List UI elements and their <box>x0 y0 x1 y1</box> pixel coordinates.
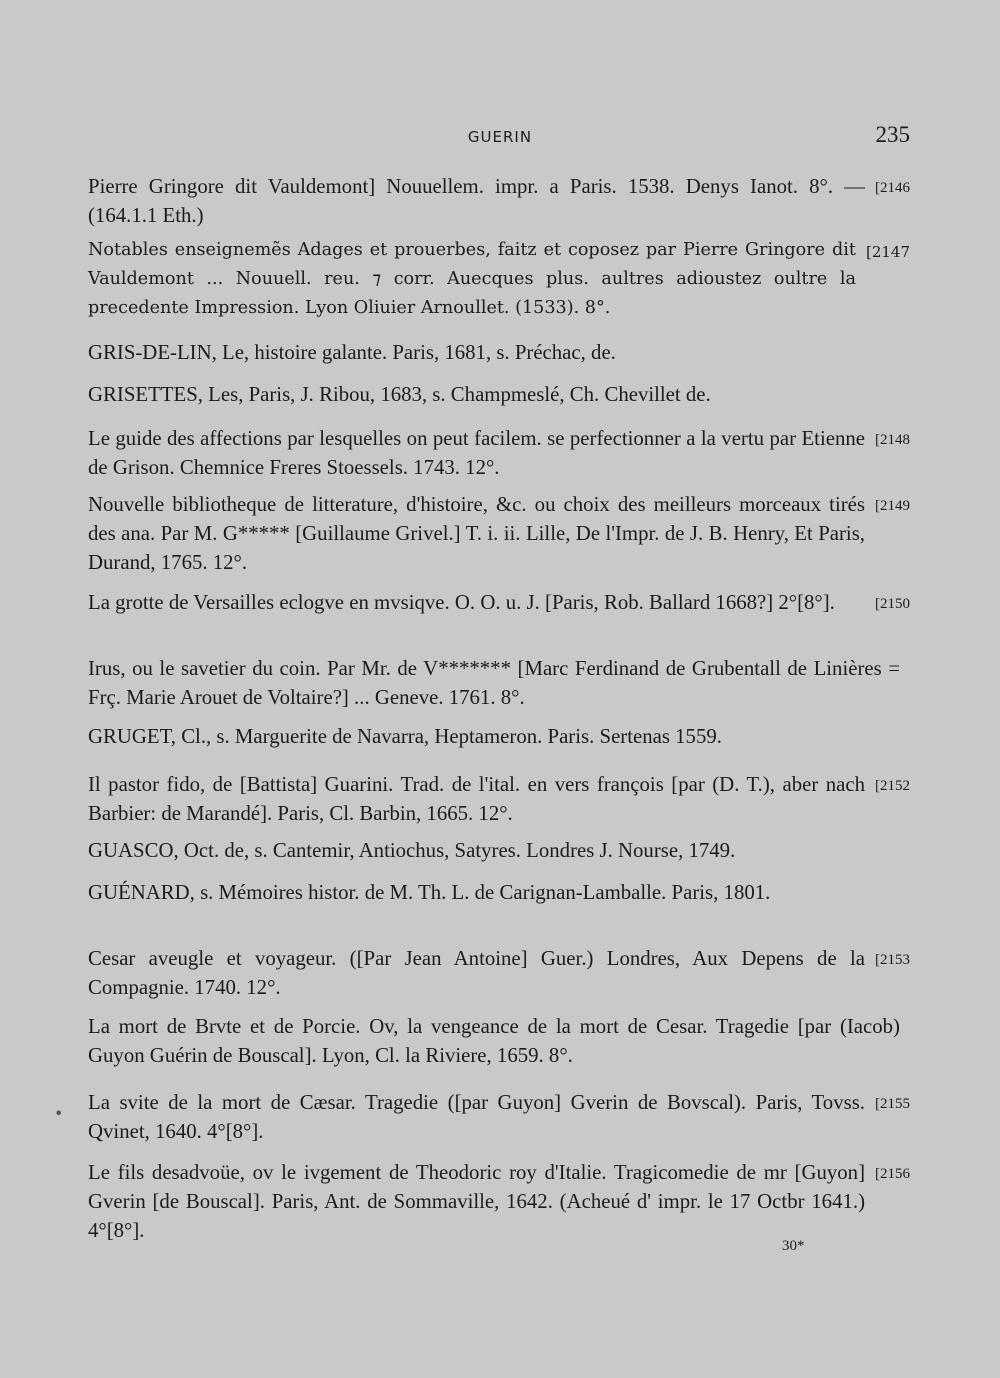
entry-text: Pierre Gringore dit Vauldemont] Nouuellem. impr. a Paris. 1538. Denys Ianot. 8°. — (164.1.1 Eth.) <box>88 175 865 227</box>
entry-text: GUÉNARD, s. Mémoires histor. de M. Th. L. de Carignan-Lamballe. Paris, 1801. <box>88 881 771 904</box>
entry-number: [2149 <box>875 498 910 514</box>
entry-text: GRUGET, Cl., s. Marguerite de Navarra, Heptameron. Paris. Sertenas 1559. <box>88 725 722 748</box>
entry-number: [2155 <box>875 1096 910 1112</box>
catalog-entry <box>88 380 910 409</box>
catalog-entry <box>88 490 910 577</box>
entry-text: Nouvelle bibliotheque de litterature, d'histoire, &c. ou choix des meilleurs morceaux tirés des ana. Par M. G***** [Guillaume Grivel.] T. i. ii. Lille, De l'Impr. de J. B. Henry, Et Paris, Durand, 1765. 12°. <box>88 493 865 574</box>
catalog-entry <box>88 722 910 751</box>
entry-text: La mort de Brvte et de Porcie. Ov, la vengeance de la mort de Cesar. Tragedie [par (Iacob) Guyon Guérin de Bouscal]. Lyon, Cl. la Riviere, 1659. 8°. <box>88 1015 900 1067</box>
entry-number: [2153 <box>875 952 910 968</box>
catalog-entry <box>88 172 910 230</box>
entry-text: GRIS-DE-LIN, Le, histoire galante. Paris, 1681, s. Préchac, de. <box>88 341 616 364</box>
entry-number: [2156 <box>875 1166 910 1182</box>
entry-text: Le fils desadvoüe, ov le ivgement de Theodoric roy d'Italie. Tragicomedie de mr [Guyon] Gverin [de Bouscal]. Paris, Ant. de Sommaville, 1642. (Acheué d' impr. le 17 Octbr 1641.) 4°[8°]. <box>88 1161 865 1242</box>
catalog-entry <box>88 1158 910 1245</box>
entry-text: GUASCO, Oct. de, s. Cantemir, Antiochus, Satyres. Londres J. Nourse, 1749. <box>88 839 736 862</box>
entry-number: [2152 <box>875 778 910 794</box>
page-number: 235 <box>875 122 910 147</box>
catalog-entry <box>88 878 910 907</box>
signature-mark: 30* <box>782 1238 805 1254</box>
entry-number: [2148 <box>875 432 910 448</box>
margin-mark: • <box>54 1104 64 1123</box>
entry-text: La svite de la mort de Cæsar. Tragedie ([par Guyon] Gverin de Bovscal). Paris, Tovss. Qvinet, 1640. 4°[8°]. <box>88 1091 865 1143</box>
entry-text: Irus, ou le savetier du coin. Par Mr. de V******* [Marc Ferdinand de Grubentall de Linières = Frç. Marie Arouet de Voltaire?] ... Geneve. 1761. 8°. <box>88 657 900 709</box>
entry-number: [2150 <box>875 596 910 612</box>
entry-text: Il pastor fido, de [Battista] Guarini. Trad. de l'ital. en vers françois [par (D. T.), aber nach Barbier: de Marandé]. Paris, Cl. Barbin, 1665. 12°. <box>88 773 865 825</box>
entry-number: [2146 <box>875 180 910 196</box>
catalog-entry <box>88 236 910 323</box>
catalog-entry <box>88 770 910 828</box>
catalog-entry <box>88 836 910 865</box>
catalog-entry <box>88 654 910 712</box>
catalog-entry <box>88 1088 910 1146</box>
entry-text: Le guide des affections par lesquelles on peut facilem. se perfectionner a la vertu par Etienne de Grison. Chemnice Freres Stoessels. 1743. 12°. <box>88 427 865 479</box>
catalog-entry <box>88 588 910 619</box>
catalog-entry <box>88 944 910 1002</box>
entry-number: [2147 <box>865 243 910 261</box>
catalog-entry <box>88 424 910 482</box>
entry-text: Cesar aveugle et voyageur. ([Par Jean Antoine] Guer.) Londres, Aux Depens de la Compagnie. 1740. 12°. <box>88 947 865 999</box>
entry-text: GRISETTES, Les, Paris, J. Ribou, 1683, s. Champmeslé, Ch. Chevillet de. <box>88 383 711 406</box>
entry-text: La grotte de Versailles eclogve en mvsiqve. O. O. u. J. [Paris, Rob. Ballard 1668?] 2°[8°]. <box>88 591 835 614</box>
catalog-entry <box>88 338 910 367</box>
catalog-entry <box>88 1012 910 1070</box>
entry-text: Notables enseignemẽs Adages et prouerbes, faitz et coposez par Pierre Gringore dit Vauldemont ... Nouuell. reu. ⁊ corr. Auecques plus. aultres adioustez oultre la precedente Impression. Lyon Oliuier Arnoullet. (1533). 8°. <box>88 240 856 318</box>
running-head-title: GUERIN <box>467 128 533 146</box>
